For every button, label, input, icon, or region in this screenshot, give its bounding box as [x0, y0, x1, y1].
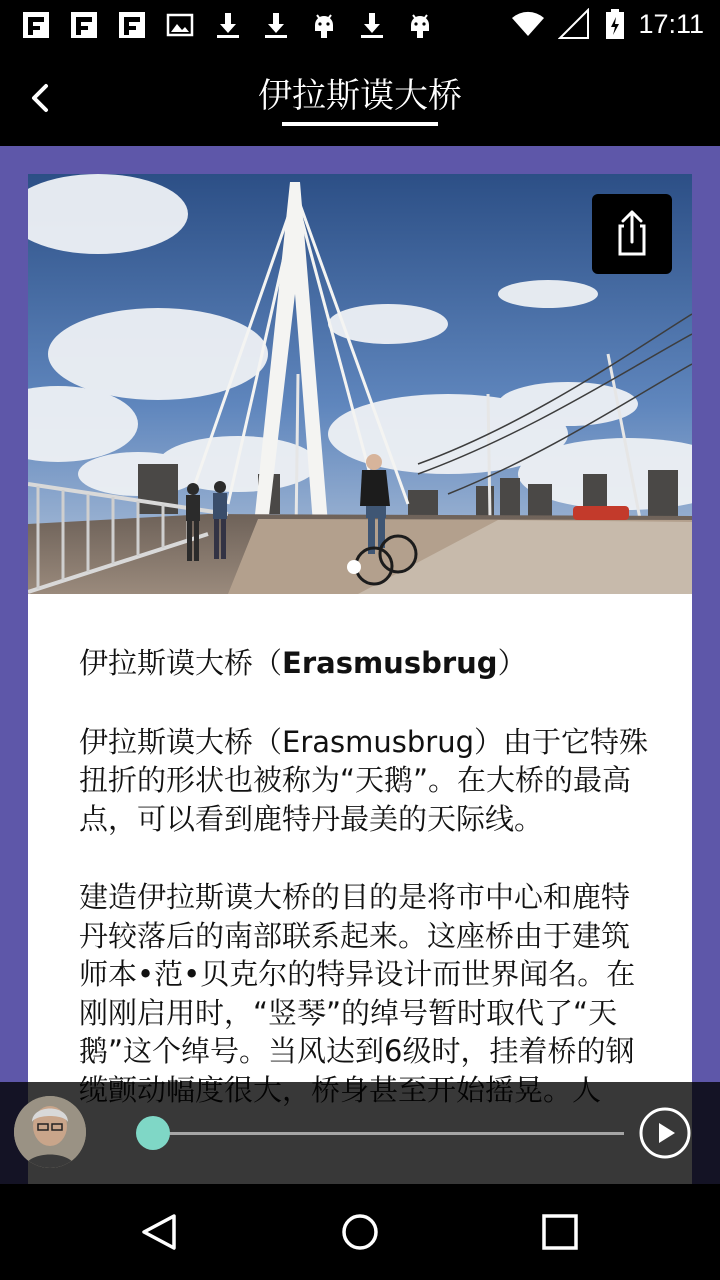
nav-home-button[interactable]: [336, 1208, 384, 1256]
download-icon: [260, 9, 292, 41]
navigation-bar: [0, 1184, 720, 1280]
recents-square-icon: [544, 1216, 576, 1248]
title-underline: [282, 122, 438, 126]
play-button[interactable]: [638, 1106, 692, 1160]
page-title: 伊拉斯谟大桥: [258, 76, 462, 116]
android-icon: [404, 9, 436, 41]
article-card: [28, 174, 692, 1184]
wifi-icon: [510, 8, 546, 40]
back-triangle-icon: [144, 1216, 174, 1248]
nav-back-button[interactable]: [136, 1208, 184, 1256]
status-bar: [0, 0, 720, 50]
bridge-photo[interactable]: [28, 174, 692, 594]
android-icon: [308, 9, 340, 41]
heading-cn: 伊拉斯谟大桥（: [79, 646, 283, 680]
article-heading: [79, 644, 649, 683]
progress-track[interactable]: [154, 1132, 624, 1135]
carousel-page-indicator: [347, 560, 361, 574]
status-time: 17:11: [638, 8, 704, 39]
flipboard-icon: [20, 9, 52, 41]
home-circle-icon: [344, 1216, 376, 1248]
person-photo: [14, 1096, 86, 1168]
flipboard-icon: [68, 9, 100, 41]
heading-end: ）: [497, 646, 527, 680]
flipboard-icon: [116, 9, 148, 41]
audio-player: [0, 1082, 720, 1184]
battery-icon: [604, 8, 626, 40]
system-icons: [510, 8, 704, 40]
heading-en: Erasmusbrug: [282, 646, 498, 680]
app-header: [0, 50, 720, 146]
download-icon: [356, 9, 388, 41]
article-paragraph: 建造伊拉斯谟大桥的目的是将市中心和鹿特丹较落后的南部联系起来。这座桥由于建筑师本•范•贝克尔的特异设计而世界闻名。在刚刚启用时，“竖琴”的绰号暂时取代了“天鹅”这个绰号。当风达到6级时，挂着桥的钢: [79, 880, 636, 1068]
share-icon: [592, 194, 672, 274]
signal-icon: [558, 8, 592, 40]
share-button[interactable]: [592, 194, 672, 274]
play-icon: [659, 1123, 675, 1143]
progress-slider-handle[interactable]: [136, 1116, 170, 1150]
download-icon: [212, 9, 244, 41]
guide-avatar: [14, 1096, 86, 1168]
article-body: [79, 644, 649, 1149]
image-icon: [164, 9, 196, 41]
nav-recents-button[interactable]: [536, 1208, 584, 1256]
article-paragraph: 伊拉斯谟大桥（Erasmusbrug）由于它特殊扭折的形状也被称为“天鹅”。在大桥的最高点，可以看到鹿特丹最美的天际线。: [79, 724, 648, 836]
notification-icons: [20, 9, 436, 41]
